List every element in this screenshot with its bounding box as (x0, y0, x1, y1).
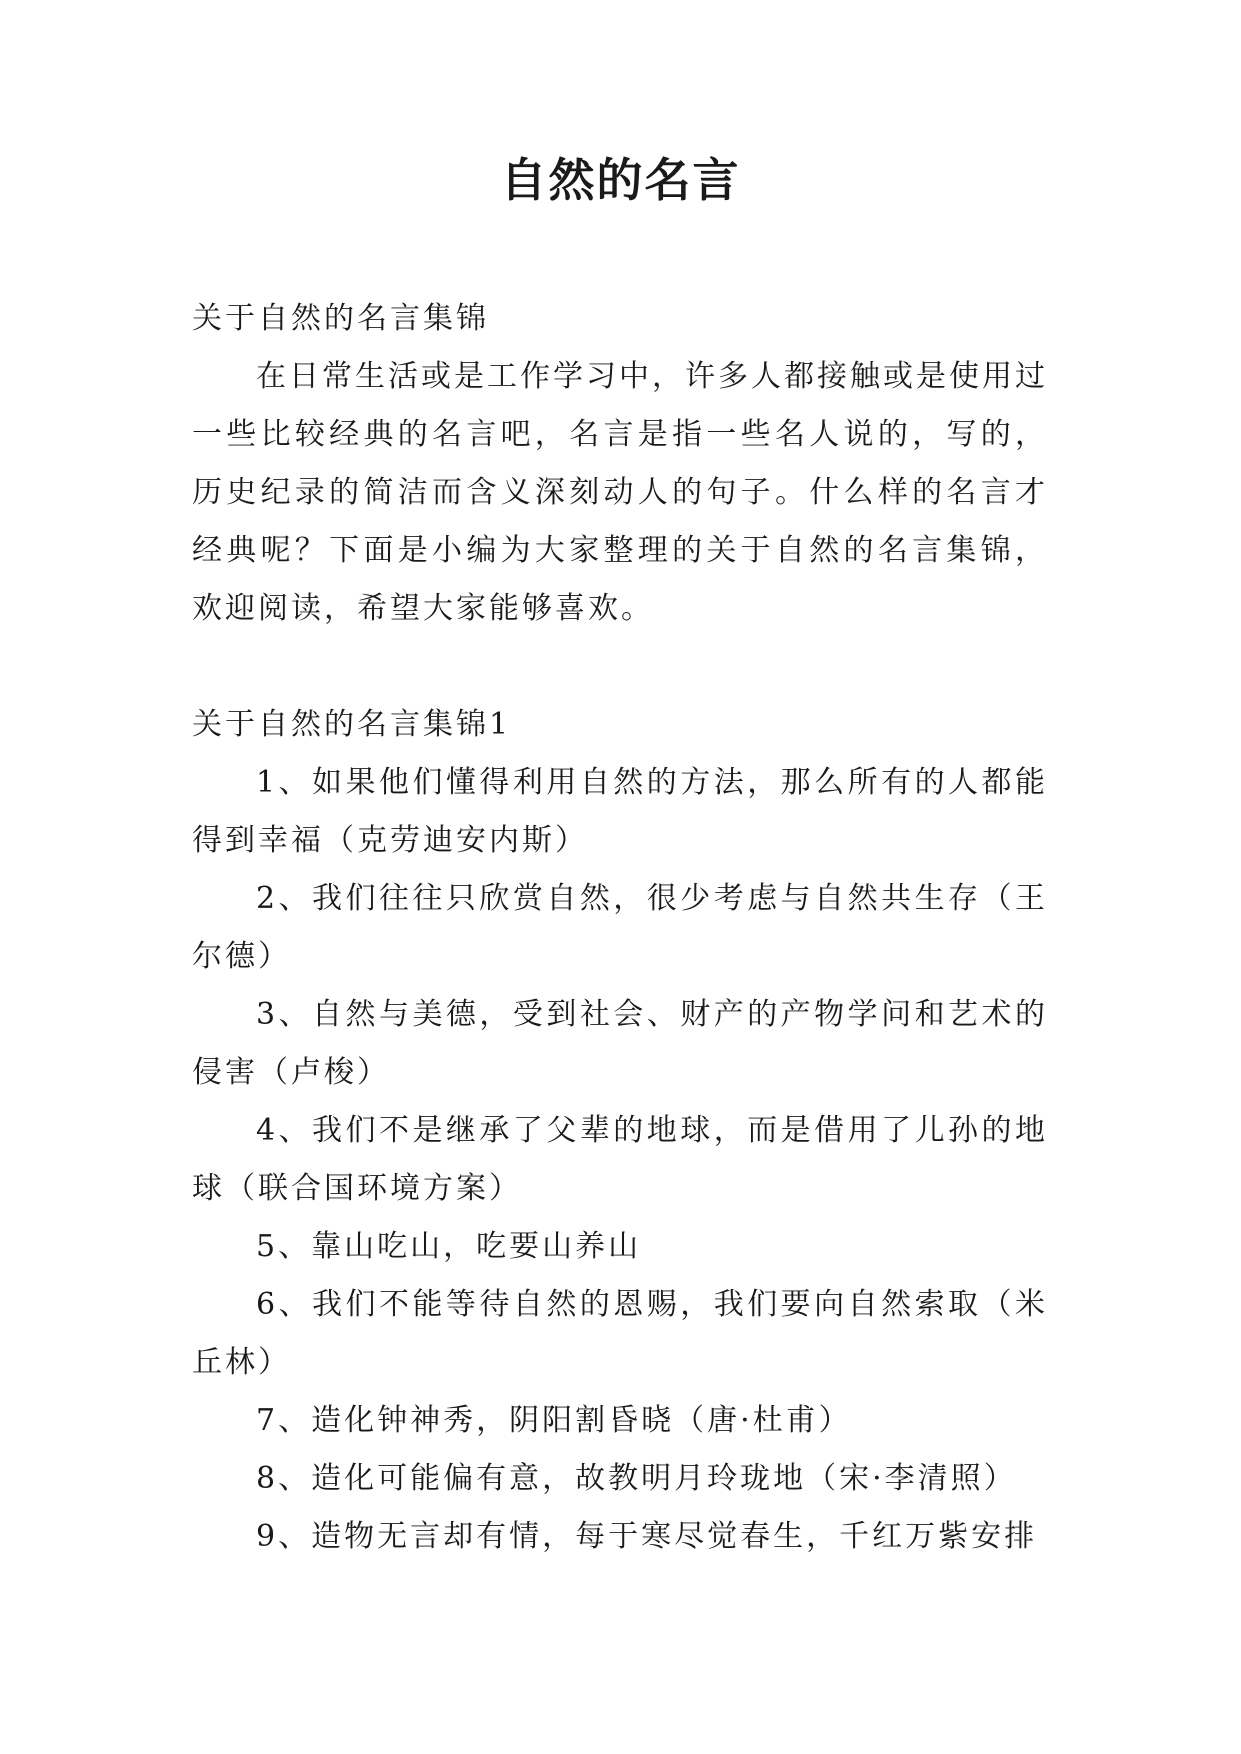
document-body (192, 290, 1048, 1566)
section-heading: 关于自然的名言集锦1 (192, 707, 512, 742)
paragraph-gap (192, 638, 1048, 696)
quote-item: 5、靠山吃山，吃要山养山 (256, 1229, 642, 1264)
section-heading: 关于自然的名言集锦 (192, 301, 489, 336)
quote-item: 2、我们往往只欣赏自然，很少考虑与自然共生存（王尔德） (192, 881, 1048, 974)
quote-item: 9、造物无言却有情，每于寒尽觉春生，千红万紫安排 (256, 1519, 1038, 1554)
quote-item: 3、自然与美德，受到社会、财产的产物学问和艺术的侵害（卢梭） (192, 997, 1048, 1090)
quote-item: 8、造化可能偏有意，故教明月玲珑地（宋·李清照） (256, 1461, 1017, 1496)
quote-item: 7、造化钟神秀，阴阳割昏晓（唐·杜甫） (256, 1403, 852, 1438)
quote-item: 6、我们不能等待自然的恩赐，我们要向自然索取（米丘林） (192, 1287, 1048, 1380)
quote-item: 1、如果他们懂得利用自然的方法，那么所有的人都能得到幸福（克劳迪安内斯） (192, 765, 1048, 858)
intro-paragraph: 在日常生活或是工作学习中，许多人都接触或是使用过一些比较经典的名言吧，名言是指一些名人说的，写的，历史纪录的简洁而含义深刻动人的句子。什么样的名言才经典呢？下面是小编为大家整理的关于自然的名言集锦，欢迎阅读，希望大家能够喜欢。 (192, 359, 1048, 626)
quote-item: 4、我们不是继承了父辈的地球，而是借用了儿孙的地球（联合国环境方案） (192, 1113, 1048, 1206)
document-title: 自然的名言 (500, 153, 741, 207)
